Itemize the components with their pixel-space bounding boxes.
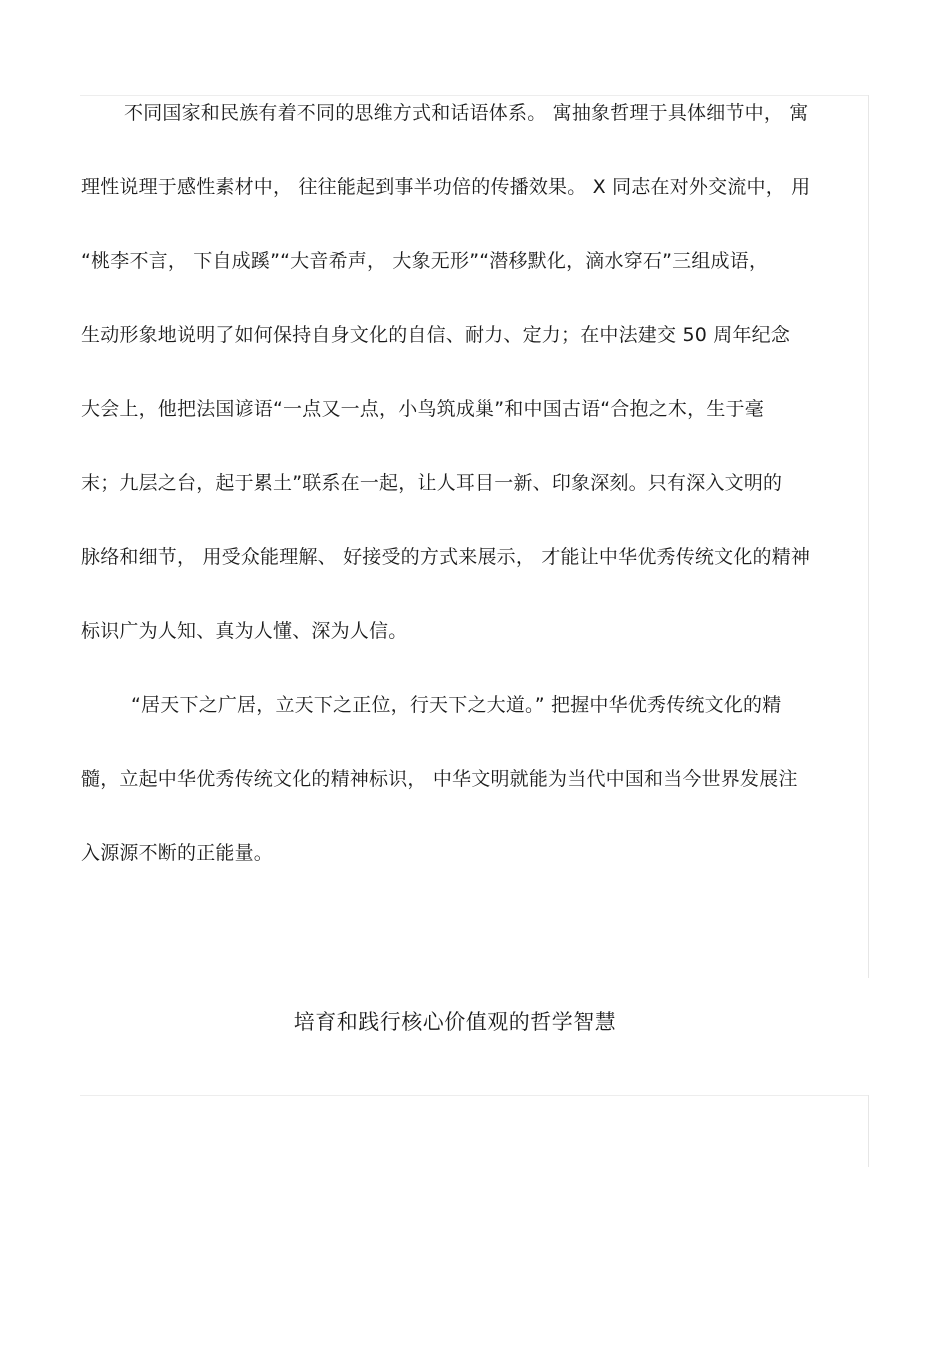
paragraph-1-line-7: 脉络和细节， 用受众能理解、 好接受的方式来展示， 才能让中华优秀传统文化的精神: [81, 546, 811, 568]
page-frame-top-rule: [80, 95, 869, 96]
document-title: 培育和践行核心价值观的哲学智慧: [293, 1010, 617, 1034]
next-page-frame-top-rule: [80, 1095, 869, 1096]
paragraph-2-line-3: 入源源不断的正能量。: [81, 842, 274, 864]
paragraph-1-line-1: 不同国家和民族有着不同的思维方式和话语体系。 寓抽象哲理于具体细节中， 寓: [124, 102, 809, 124]
next-page-frame-right-rule: [868, 1095, 869, 1167]
paragraph-1-line-5: 大会上，他把法国谚语“一点又一点，小鸟筑成巢”和中国古语“合抱之木，生于毫: [81, 398, 764, 420]
paragraph-1-line-3: “桃李不言， 下自成蹊”“大音希声， 大象无形”“潜移默化，滴水穿石”三组成语，: [81, 250, 769, 272]
paragraph-1-line-6: 末；九层之台，起于累土”联系在一起，让人耳目一新、印象深刻。只有深入文明的: [81, 472, 783, 494]
paragraph-2-line-1: “居天下之广居，立天下之正位，行天下之大道。” 把握中华优秀传统文化的精: [131, 694, 782, 716]
paragraph-2-line-2: 髓，立起中华优秀传统文化的精神标识， 中华文明就能为当代中国和当今世界发展注: [81, 768, 798, 790]
paragraph-1-line-2: 理性说理于感性素材中， 往往能起到事半功倍的传播效果。 X 同志在对外交流中， 用: [81, 176, 811, 198]
paragraph-1-line-4: 生动形象地说明了如何保持自身文化的自信、耐力、定力；在中法建交 50 周年纪念: [81, 324, 791, 346]
paragraph-1-line-8: 标识广为人知、真为人懂、深为人信。: [81, 620, 408, 642]
